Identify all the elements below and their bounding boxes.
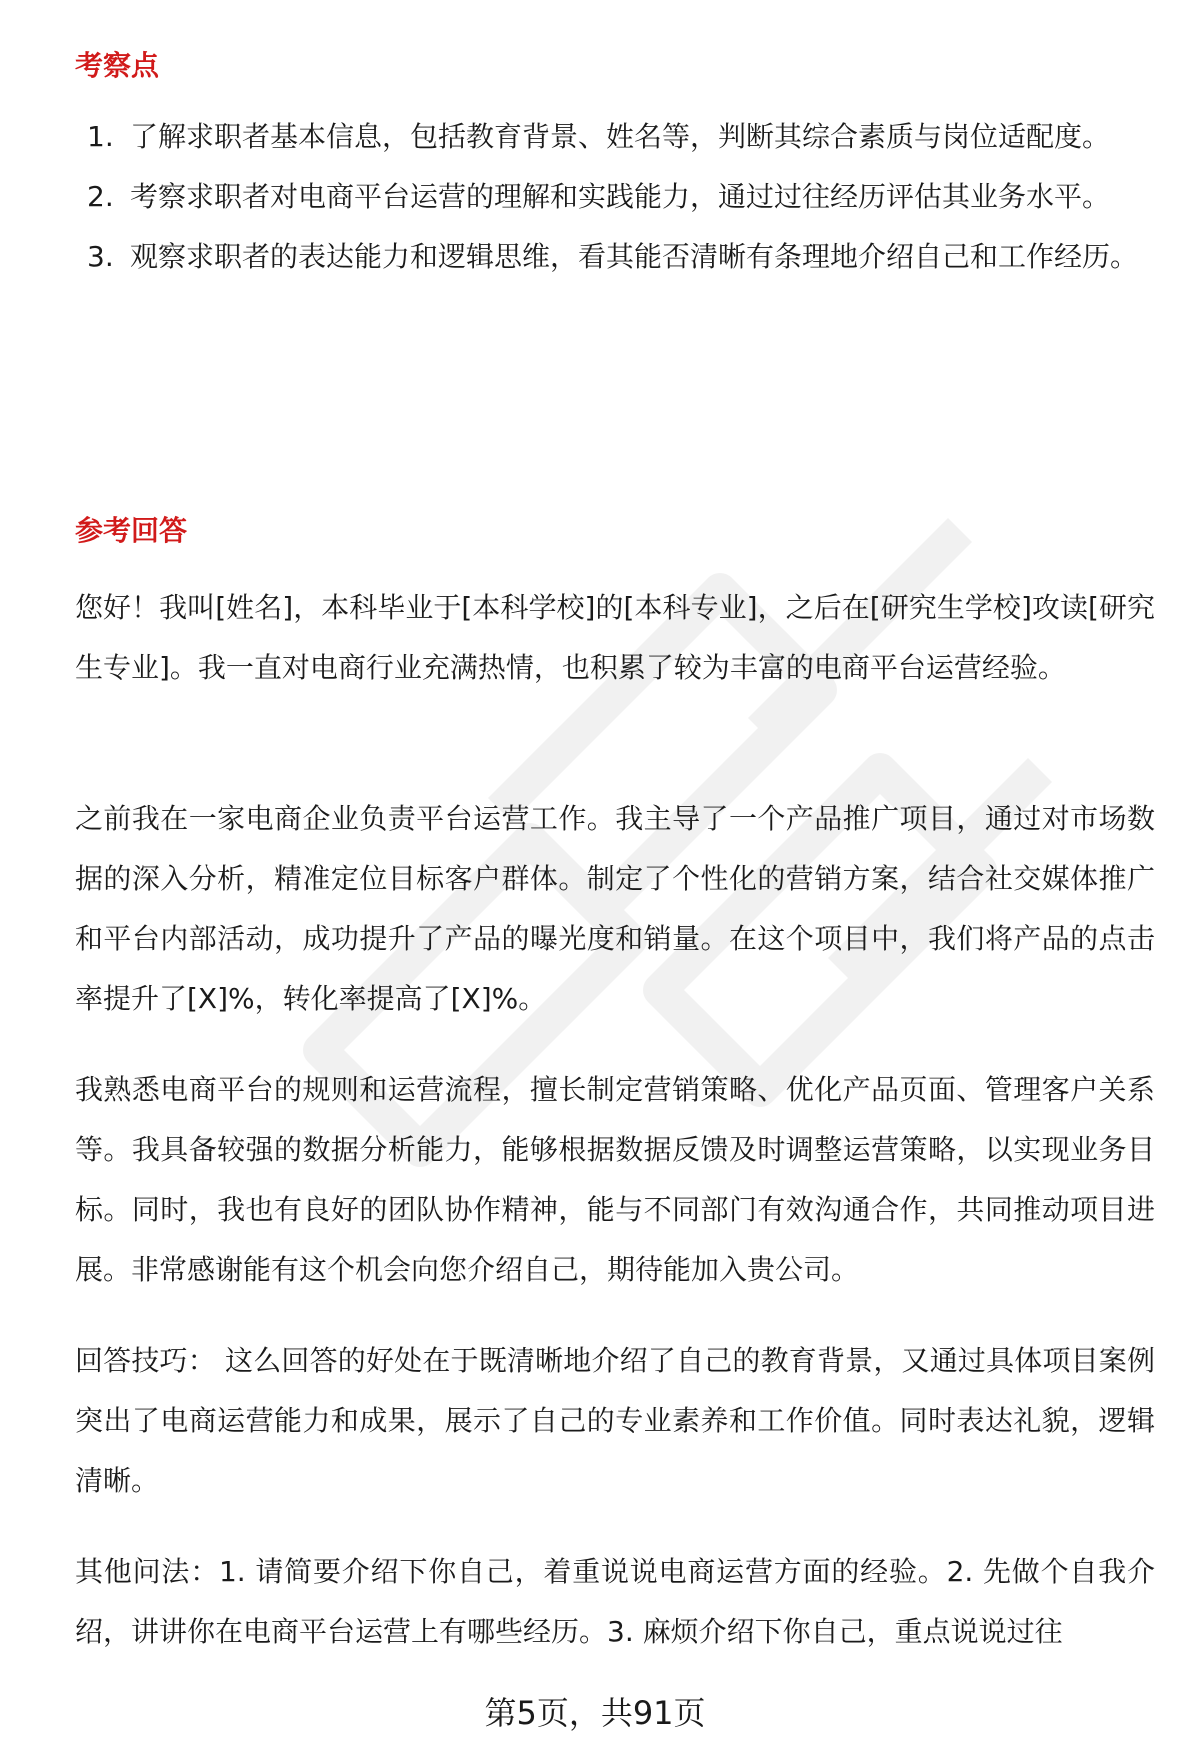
section-title-kaochadian: 考察点 xyxy=(75,49,160,82)
list-item xyxy=(75,167,1155,227)
list-item xyxy=(75,107,1155,167)
answer-tips-paragraph: 回答技巧： 这么回答的好处在于既清晰地介绍了自己的教育背景，又通过具体项目案例突出了电商运营能力和成果，展示了自己的专业素养和工作价值。同时表达礼貌，逻辑清晰。 xyxy=(75,1344,1155,1497)
list-item-text: 观察求职者的表达能力和逻辑思维，看其能否清晰有条理地介绍自己和工作经历。 xyxy=(130,240,1139,273)
answer-paragraph-intro: 您好！我叫[姓名]，本科毕业于[本科学校]的[本科专业]，之后在[研究生学校]攻读[研究生专业]。我一直对电商行业充满热情，也积累了较为丰富的电商平台运营经验。 xyxy=(75,591,1155,684)
assessment-points-list xyxy=(75,107,1155,287)
section-title-cankaohuida: 参考回答 xyxy=(75,514,188,547)
page-number-footer: 第5页，共91页 xyxy=(484,1694,706,1732)
list-number: 2. xyxy=(87,180,114,213)
list-number: 1. xyxy=(87,120,114,153)
other-questions-paragraph: 其他问法：1. 请简要介绍下你自己，着重说说电商运营方面的经验。2. 先做个自我介绍，讲讲你在电商平台运营上有哪些经历。3. 麻烦介绍下你自己，重点说说过往 xyxy=(75,1555,1155,1648)
answer-paragraph-skills: 我熟悉电商平台的规则和运营流程，擅长制定营销策略、优化产品页面、管理客户关系等。我具备较强的数据分析能力，能够根据数据反馈及时调整运营策略，以实现业务目标。同时，我也有良好的团队协作精神，能与不同部门有效沟通合作，共同推动项目进展。非常感谢能有这个机会向您介绍自己，期待能加入贵公司。 xyxy=(75,1073,1155,1286)
list-item xyxy=(75,227,1155,287)
answer-paragraph-experience: 之前我在一家电商企业负责平台运营工作。我主导了一个产品推广项目，通过对市场数据的深入分析，精准定位目标客户群体。制定了个性化的营销方案，结合社交媒体推广和平台内部活动，成功提升了产品的曝光度和销量。在这个项目中，我们将产品的点击率提升了[X]%，转化率提高了[X]%。 xyxy=(75,802,1155,1015)
list-item-text: 考察求职者对电商平台运营的理解和实践能力，通过过往经历评估其业务水平。 xyxy=(130,180,1111,213)
list-item-text: 了解求职者基本信息，包括教育背景、姓名等，判断其综合素质与岗位适配度。 xyxy=(130,120,1111,153)
list-number: 3. xyxy=(87,240,114,273)
